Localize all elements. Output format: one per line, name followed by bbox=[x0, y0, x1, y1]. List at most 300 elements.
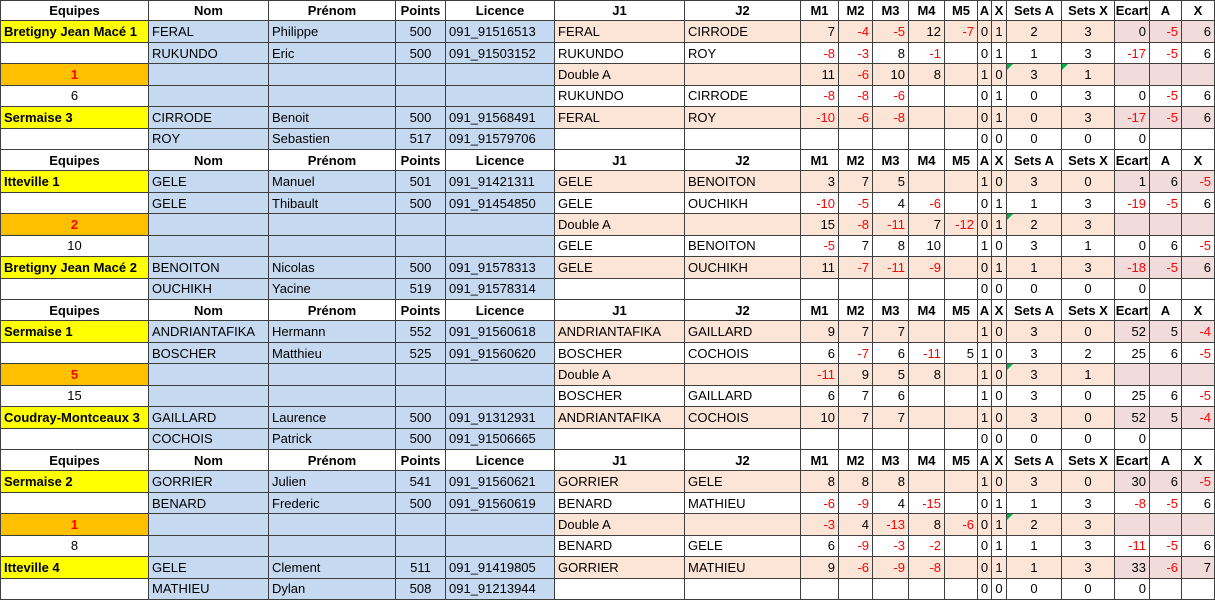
cell-equipes[interactable] bbox=[0, 493, 149, 514]
column-header-a2[interactable]: A bbox=[1150, 150, 1182, 171]
cell-j1[interactable]: Double A bbox=[555, 514, 685, 535]
cell-m2[interactable]: -9 bbox=[839, 493, 873, 514]
cell-m3[interactable]: 4 bbox=[873, 493, 909, 514]
cell-m4[interactable]: -8 bbox=[909, 557, 945, 578]
cell-m2[interactable] bbox=[839, 129, 873, 150]
cell-points[interactable]: 500 bbox=[396, 493, 446, 514]
cell-j2[interactable]: ROY bbox=[685, 107, 801, 128]
column-header-prenom[interactable]: Prénom bbox=[269, 150, 396, 171]
cell-m2[interactable]: 7 bbox=[839, 407, 873, 428]
cell-licence[interactable] bbox=[446, 86, 555, 107]
cell-x[interactable]: 0 bbox=[992, 407, 1007, 428]
cell-sets-a[interactable]: 2 bbox=[1007, 214, 1062, 235]
cell-nom[interactable]: GELE bbox=[149, 557, 269, 578]
cell-sets-x[interactable]: 3 bbox=[1062, 257, 1115, 278]
cell-nom[interactable] bbox=[149, 364, 269, 385]
cell-prenom[interactable]: Sebastien bbox=[269, 129, 396, 150]
cell-m3[interactable]: 4 bbox=[873, 193, 909, 214]
cell-sets-a[interactable]: 3 bbox=[1007, 343, 1062, 364]
cell-m2[interactable]: -7 bbox=[839, 343, 873, 364]
cell-sets-a[interactable]: 0 bbox=[1007, 279, 1062, 300]
cell-points[interactable]: 525 bbox=[396, 343, 446, 364]
cell-m4[interactable] bbox=[909, 579, 945, 600]
cell-licence[interactable]: 091_91560618 bbox=[446, 321, 555, 342]
cell-x[interactable]: 1 bbox=[992, 107, 1007, 128]
column-header-x2[interactable]: X bbox=[1182, 300, 1215, 321]
cell-nom[interactable]: ANDRIANTAFIKA bbox=[149, 321, 269, 342]
column-header-j2[interactable]: J2 bbox=[685, 150, 801, 171]
cell-sets-a[interactable]: 0 bbox=[1007, 129, 1062, 150]
team-a-name[interactable]: Sermaise 1 bbox=[0, 321, 149, 342]
cell-m4[interactable] bbox=[909, 321, 945, 342]
cell-prenom[interactable] bbox=[269, 64, 396, 85]
column-header-m1[interactable]: M1 bbox=[801, 300, 839, 321]
cell-j2[interactable]: CIRRODE bbox=[685, 21, 801, 42]
cell-j2[interactable]: GAILLARD bbox=[685, 321, 801, 342]
column-header-points[interactable]: Points bbox=[396, 450, 446, 471]
column-header-m3[interactable]: M3 bbox=[873, 450, 909, 471]
cell-points[interactable]: 552 bbox=[396, 321, 446, 342]
cell-m3[interactable]: 8 bbox=[873, 471, 909, 492]
cell-m5[interactable] bbox=[945, 64, 978, 85]
column-header-a2[interactable]: A bbox=[1150, 300, 1182, 321]
cell-a2[interactable]: -5 bbox=[1150, 536, 1182, 557]
cell-licence[interactable]: 091_91454850 bbox=[446, 193, 555, 214]
cell-a2[interactable]: 6 bbox=[1150, 471, 1182, 492]
cell-m5[interactable] bbox=[945, 429, 978, 450]
cell-licence[interactable]: 091_91568491 bbox=[446, 107, 555, 128]
cell-a2[interactable]: -5 bbox=[1150, 107, 1182, 128]
column-header-sets-a[interactable]: Sets A bbox=[1007, 150, 1062, 171]
cell-j2[interactable] bbox=[685, 279, 801, 300]
cell-a[interactable]: 0 bbox=[978, 86, 992, 107]
column-header-m4[interactable]: M4 bbox=[909, 300, 945, 321]
cell-prenom[interactable]: Laurence bbox=[269, 407, 396, 428]
cell-m5[interactable] bbox=[945, 279, 978, 300]
cell-ecart[interactable]: 0 bbox=[1115, 279, 1150, 300]
team-a-name[interactable]: Bretigny Jean Macé 1 bbox=[0, 21, 149, 42]
column-header-j1[interactable]: J1 bbox=[555, 0, 685, 21]
cell-nom[interactable]: ROY bbox=[149, 129, 269, 150]
cell-sets-a[interactable]: 0 bbox=[1007, 107, 1062, 128]
column-header-ecart[interactable]: Ecart bbox=[1115, 0, 1150, 21]
column-header-prenom[interactable]: Prénom bbox=[269, 0, 396, 21]
cell-m3[interactable] bbox=[873, 279, 909, 300]
cell-licence[interactable]: 091_91560621 bbox=[446, 471, 555, 492]
cell-m5[interactable] bbox=[945, 493, 978, 514]
cell-j2[interactable] bbox=[685, 129, 801, 150]
cell-m5[interactable]: -6 bbox=[945, 514, 978, 535]
cell-sets-a[interactable]: 3 bbox=[1007, 236, 1062, 257]
cell-m4[interactable] bbox=[909, 107, 945, 128]
cell-ecart[interactable]: 33 bbox=[1115, 557, 1150, 578]
cell-points[interactable]: 501 bbox=[396, 171, 446, 192]
column-header-licence[interactable]: Licence bbox=[446, 450, 555, 471]
cell-nom[interactable]: MATHIEU bbox=[149, 579, 269, 600]
cell-licence[interactable] bbox=[446, 386, 555, 407]
column-header-m1[interactable]: M1 bbox=[801, 0, 839, 21]
cell-sets-a[interactable]: 1 bbox=[1007, 43, 1062, 64]
cell-sets-a[interactable]: 0 bbox=[1007, 86, 1062, 107]
column-header-m2[interactable]: M2 bbox=[839, 0, 873, 21]
cell-a2[interactable]: -5 bbox=[1150, 193, 1182, 214]
cell-m5[interactable] bbox=[945, 364, 978, 385]
cell-x2[interactable] bbox=[1182, 579, 1215, 600]
cell-j2[interactable] bbox=[685, 514, 801, 535]
cell-x2[interactable]: -5 bbox=[1182, 343, 1215, 364]
cell-x[interactable]: 0 bbox=[992, 471, 1007, 492]
cell-m3[interactable]: -8 bbox=[873, 107, 909, 128]
cell-x[interactable]: 1 bbox=[992, 86, 1007, 107]
cell-j1[interactable] bbox=[555, 129, 685, 150]
cell-equipes[interactable] bbox=[0, 43, 149, 64]
cell-m1[interactable]: 9 bbox=[801, 557, 839, 578]
cell-m2[interactable]: 4 bbox=[839, 514, 873, 535]
cell-a2[interactable]: -5 bbox=[1150, 21, 1182, 42]
column-header-m5[interactable]: M5 bbox=[945, 300, 978, 321]
cell-j1[interactable]: GORRIER bbox=[555, 471, 685, 492]
cell-j2[interactable]: GELE bbox=[685, 471, 801, 492]
cell-m1[interactable]: 10 bbox=[801, 407, 839, 428]
cell-x2[interactable]: -5 bbox=[1182, 386, 1215, 407]
cell-m1[interactable]: -11 bbox=[801, 364, 839, 385]
cell-j2[interactable]: MATHIEU bbox=[685, 557, 801, 578]
cell-nom[interactable]: FERAL bbox=[149, 21, 269, 42]
cell-x2[interactable]: 6 bbox=[1182, 86, 1215, 107]
cell-nom[interactable]: GAILLARD bbox=[149, 407, 269, 428]
cell-x2[interactable] bbox=[1182, 279, 1215, 300]
column-header-nom[interactable]: Nom bbox=[149, 0, 269, 21]
cell-a[interactable]: 1 bbox=[978, 64, 992, 85]
cell-sets-x[interactable]: 3 bbox=[1062, 43, 1115, 64]
cell-licence[interactable] bbox=[446, 236, 555, 257]
cell-m1[interactable]: -6 bbox=[801, 493, 839, 514]
cell-j1[interactable]: GELE bbox=[555, 236, 685, 257]
column-header-points[interactable]: Points bbox=[396, 300, 446, 321]
match-number-badge[interactable]: 1 bbox=[0, 514, 149, 535]
cell-nom[interactable] bbox=[149, 64, 269, 85]
cell-m1[interactable] bbox=[801, 129, 839, 150]
column-header-m1[interactable]: M1 bbox=[801, 150, 839, 171]
column-header-sets-a[interactable]: Sets A bbox=[1007, 450, 1062, 471]
cell-x[interactable]: 0 bbox=[992, 236, 1007, 257]
cell-j1[interactable]: GORRIER bbox=[555, 557, 685, 578]
cell-ecart[interactable] bbox=[1115, 514, 1150, 535]
cell-j1[interactable]: BOSCHER bbox=[555, 386, 685, 407]
cell-m1[interactable]: 7 bbox=[801, 21, 839, 42]
cell-prenom[interactable]: Patrick bbox=[269, 429, 396, 450]
cell-a2[interactable]: 6 bbox=[1150, 236, 1182, 257]
column-header-m4[interactable]: M4 bbox=[909, 450, 945, 471]
cell-m2[interactable]: 7 bbox=[839, 171, 873, 192]
cell-a[interactable]: 1 bbox=[978, 364, 992, 385]
column-header-licence[interactable]: Licence bbox=[446, 150, 555, 171]
cell-m5[interactable] bbox=[945, 171, 978, 192]
cell-points[interactable] bbox=[396, 386, 446, 407]
cell-x[interactable]: 0 bbox=[992, 321, 1007, 342]
match-sub-value[interactable]: 8 bbox=[0, 536, 149, 557]
cell-sets-a[interactable]: 1 bbox=[1007, 493, 1062, 514]
cell-sets-x[interactable]: 0 bbox=[1062, 471, 1115, 492]
cell-a[interactable]: 0 bbox=[978, 579, 992, 600]
cell-sets-x[interactable]: 3 bbox=[1062, 536, 1115, 557]
cell-j2[interactable]: OUCHIKH bbox=[685, 193, 801, 214]
cell-m3[interactable] bbox=[873, 579, 909, 600]
cell-prenom[interactable]: Philippe bbox=[269, 21, 396, 42]
column-header-x2[interactable]: X bbox=[1182, 150, 1215, 171]
column-header-m3[interactable]: M3 bbox=[873, 150, 909, 171]
cell-a2[interactable]: 5 bbox=[1150, 321, 1182, 342]
cell-m1[interactable]: -10 bbox=[801, 193, 839, 214]
cell-m4[interactable] bbox=[909, 129, 945, 150]
cell-prenom[interactable] bbox=[269, 236, 396, 257]
cell-a2[interactable]: 5 bbox=[1150, 407, 1182, 428]
cell-j2[interactable]: COCHOIS bbox=[685, 407, 801, 428]
team-b-name[interactable]: Bretigny Jean Macé 2 bbox=[0, 257, 149, 278]
column-header-j1[interactable]: J1 bbox=[555, 300, 685, 321]
column-header-m2[interactable]: M2 bbox=[839, 300, 873, 321]
cell-j1[interactable] bbox=[555, 579, 685, 600]
cell-sets-x[interactable]: 0 bbox=[1062, 279, 1115, 300]
column-header-ecart[interactable]: Ecart bbox=[1115, 300, 1150, 321]
cell-j1[interactable]: GELE bbox=[555, 193, 685, 214]
cell-m3[interactable]: 8 bbox=[873, 236, 909, 257]
cell-sets-x[interactable]: 0 bbox=[1062, 407, 1115, 428]
column-header-m3[interactable]: M3 bbox=[873, 0, 909, 21]
cell-m4[interactable]: -11 bbox=[909, 343, 945, 364]
cell-x[interactable]: 0 bbox=[992, 279, 1007, 300]
cell-x2[interactable]: 6 bbox=[1182, 107, 1215, 128]
cell-j2[interactable]: CIRRODE bbox=[685, 86, 801, 107]
cell-m5[interactable] bbox=[945, 557, 978, 578]
cell-sets-x[interactable]: 3 bbox=[1062, 514, 1115, 535]
cell-nom[interactable] bbox=[149, 214, 269, 235]
cell-x[interactable]: 1 bbox=[992, 43, 1007, 64]
cell-m3[interactable] bbox=[873, 129, 909, 150]
column-header-sets-a[interactable]: Sets A bbox=[1007, 0, 1062, 21]
cell-licence[interactable]: 091_91579706 bbox=[446, 129, 555, 150]
cell-a[interactable]: 1 bbox=[978, 321, 992, 342]
cell-licence[interactable] bbox=[446, 514, 555, 535]
cell-ecart[interactable]: -8 bbox=[1115, 493, 1150, 514]
cell-sets-a[interactable]: 0 bbox=[1007, 579, 1062, 600]
cell-m1[interactable]: 6 bbox=[801, 536, 839, 557]
cell-ecart[interactable]: 0 bbox=[1115, 129, 1150, 150]
cell-m5[interactable] bbox=[945, 471, 978, 492]
cell-x2[interactable] bbox=[1182, 429, 1215, 450]
cell-a[interactable]: 0 bbox=[978, 43, 992, 64]
match-sub-value[interactable]: 6 bbox=[0, 86, 149, 107]
cell-nom[interactable]: GELE bbox=[149, 193, 269, 214]
cell-sets-a[interactable]: 3 bbox=[1007, 321, 1062, 342]
cell-j1[interactable]: FERAL bbox=[555, 107, 685, 128]
column-header-x2[interactable]: X bbox=[1182, 450, 1215, 471]
cell-m5[interactable] bbox=[945, 257, 978, 278]
cell-m5[interactable]: 5 bbox=[945, 343, 978, 364]
cell-sets-a[interactable]: 2 bbox=[1007, 514, 1062, 535]
cell-sets-a[interactable]: 3 bbox=[1007, 64, 1062, 85]
cell-prenom[interactable] bbox=[269, 514, 396, 535]
cell-ecart[interactable]: 30 bbox=[1115, 471, 1150, 492]
column-header-nom[interactable]: Nom bbox=[149, 150, 269, 171]
cell-j2[interactable]: GAILLARD bbox=[685, 386, 801, 407]
cell-x[interactable]: 0 bbox=[992, 64, 1007, 85]
cell-x[interactable]: 1 bbox=[992, 193, 1007, 214]
cell-a[interactable]: 0 bbox=[978, 107, 992, 128]
cell-sets-x[interactable]: 0 bbox=[1062, 429, 1115, 450]
cell-sets-a[interactable]: 3 bbox=[1007, 386, 1062, 407]
cell-m1[interactable] bbox=[801, 429, 839, 450]
cell-sets-a[interactable]: 1 bbox=[1007, 557, 1062, 578]
cell-a2[interactable]: -5 bbox=[1150, 493, 1182, 514]
cell-m2[interactable]: -3 bbox=[839, 43, 873, 64]
cell-ecart[interactable] bbox=[1115, 64, 1150, 85]
cell-sets-x[interactable]: 3 bbox=[1062, 557, 1115, 578]
cell-m1[interactable]: 6 bbox=[801, 343, 839, 364]
cell-x2[interactable] bbox=[1182, 364, 1215, 385]
cell-sets-x[interactable]: 3 bbox=[1062, 493, 1115, 514]
cell-sets-x[interactable]: 3 bbox=[1062, 214, 1115, 235]
cell-m5[interactable] bbox=[945, 407, 978, 428]
cell-m4[interactable] bbox=[909, 386, 945, 407]
cell-points[interactable] bbox=[396, 214, 446, 235]
cell-m1[interactable]: 8 bbox=[801, 471, 839, 492]
cell-a[interactable]: 1 bbox=[978, 407, 992, 428]
cell-m5[interactable]: -12 bbox=[945, 214, 978, 235]
cell-m5[interactable] bbox=[945, 86, 978, 107]
cell-m1[interactable]: 3 bbox=[801, 171, 839, 192]
cell-a[interactable]: 1 bbox=[978, 236, 992, 257]
column-header-sets-x[interactable]: Sets X bbox=[1062, 450, 1115, 471]
cell-sets-a[interactable]: 2 bbox=[1007, 21, 1062, 42]
cell-m4[interactable] bbox=[909, 471, 945, 492]
cell-m5[interactable]: -7 bbox=[945, 21, 978, 42]
cell-m5[interactable] bbox=[945, 236, 978, 257]
cell-m2[interactable]: -5 bbox=[839, 193, 873, 214]
cell-x[interactable]: 0 bbox=[992, 129, 1007, 150]
cell-m5[interactable] bbox=[945, 193, 978, 214]
column-header-x[interactable]: X bbox=[992, 300, 1007, 321]
cell-m1[interactable]: -3 bbox=[801, 514, 839, 535]
cell-a2[interactable] bbox=[1150, 64, 1182, 85]
cell-nom[interactable]: GELE bbox=[149, 171, 269, 192]
cell-ecart[interactable]: 0 bbox=[1115, 86, 1150, 107]
cell-a[interactable]: 0 bbox=[978, 493, 992, 514]
cell-nom[interactable] bbox=[149, 386, 269, 407]
match-number-badge[interactable]: 1 bbox=[0, 64, 149, 85]
cell-points[interactable]: 517 bbox=[396, 129, 446, 150]
cell-x2[interactable]: -5 bbox=[1182, 171, 1215, 192]
column-header-j2[interactable]: J2 bbox=[685, 300, 801, 321]
column-header-sets-x[interactable]: Sets X bbox=[1062, 300, 1115, 321]
match-number-badge[interactable]: 5 bbox=[0, 364, 149, 385]
cell-x[interactable]: 1 bbox=[992, 21, 1007, 42]
cell-sets-x[interactable]: 3 bbox=[1062, 107, 1115, 128]
cell-points[interactable]: 500 bbox=[396, 407, 446, 428]
cell-a[interactable]: 1 bbox=[978, 471, 992, 492]
cell-a2[interactable] bbox=[1150, 279, 1182, 300]
cell-a2[interactable] bbox=[1150, 429, 1182, 450]
cell-licence[interactable]: 091_91421311 bbox=[446, 171, 555, 192]
cell-x2[interactable] bbox=[1182, 514, 1215, 535]
cell-a2[interactable]: -6 bbox=[1150, 557, 1182, 578]
cell-ecart[interactable]: 0 bbox=[1115, 236, 1150, 257]
column-header-a[interactable]: A bbox=[978, 0, 992, 21]
cell-sets-x[interactable]: 3 bbox=[1062, 21, 1115, 42]
cell-m3[interactable] bbox=[873, 429, 909, 450]
cell-j1[interactable]: ANDRIANTAFIKA bbox=[555, 321, 685, 342]
cell-m4[interactable]: 8 bbox=[909, 364, 945, 385]
cell-j2[interactable] bbox=[685, 214, 801, 235]
cell-a[interactable]: 0 bbox=[978, 21, 992, 42]
cell-j2[interactable]: GELE bbox=[685, 536, 801, 557]
column-header-licence[interactable]: Licence bbox=[446, 0, 555, 21]
cell-m2[interactable]: -8 bbox=[839, 214, 873, 235]
cell-m4[interactable]: 7 bbox=[909, 214, 945, 235]
cell-m4[interactable]: 10 bbox=[909, 236, 945, 257]
cell-licence[interactable]: 091_91578313 bbox=[446, 257, 555, 278]
cell-a2[interactable]: -5 bbox=[1150, 257, 1182, 278]
cell-points[interactable] bbox=[396, 236, 446, 257]
cell-j2[interactable]: ROY bbox=[685, 43, 801, 64]
cell-x2[interactable] bbox=[1182, 64, 1215, 85]
cell-x2[interactable]: 6 bbox=[1182, 493, 1215, 514]
cell-x[interactable]: 1 bbox=[992, 557, 1007, 578]
cell-licence[interactable]: 091_91560619 bbox=[446, 493, 555, 514]
cell-m1[interactable]: -5 bbox=[801, 236, 839, 257]
cell-a[interactable]: 0 bbox=[978, 429, 992, 450]
cell-m3[interactable]: 7 bbox=[873, 407, 909, 428]
cell-nom[interactable] bbox=[149, 236, 269, 257]
cell-ecart[interactable]: -11 bbox=[1115, 536, 1150, 557]
cell-points[interactable]: 508 bbox=[396, 579, 446, 600]
cell-nom[interactable] bbox=[149, 514, 269, 535]
match-sub-value[interactable]: 15 bbox=[0, 386, 149, 407]
cell-j1[interactable]: BOSCHER bbox=[555, 343, 685, 364]
cell-m1[interactable] bbox=[801, 579, 839, 600]
cell-a[interactable]: 1 bbox=[978, 171, 992, 192]
cell-sets-a[interactable]: 1 bbox=[1007, 257, 1062, 278]
cell-m3[interactable]: -3 bbox=[873, 536, 909, 557]
cell-equipes[interactable] bbox=[0, 343, 149, 364]
cell-equipes[interactable] bbox=[0, 129, 149, 150]
cell-m3[interactable]: -5 bbox=[873, 21, 909, 42]
team-b-name[interactable]: Sermaise 3 bbox=[0, 107, 149, 128]
cell-points[interactable]: 500 bbox=[396, 43, 446, 64]
cell-points[interactable]: 500 bbox=[396, 193, 446, 214]
cell-licence[interactable]: 091_91419805 bbox=[446, 557, 555, 578]
cell-sets-a[interactable]: 3 bbox=[1007, 471, 1062, 492]
cell-points[interactable]: 541 bbox=[396, 471, 446, 492]
cell-prenom[interactable]: Thibault bbox=[269, 193, 396, 214]
cell-prenom[interactable]: Matthieu bbox=[269, 343, 396, 364]
column-header-a2[interactable]: A bbox=[1150, 0, 1182, 21]
cell-nom[interactable]: RUKUNDO bbox=[149, 43, 269, 64]
cell-x[interactable]: 0 bbox=[992, 579, 1007, 600]
cell-a2[interactable]: 6 bbox=[1150, 386, 1182, 407]
column-header-m5[interactable]: M5 bbox=[945, 450, 978, 471]
cell-j1[interactable]: GELE bbox=[555, 171, 685, 192]
cell-ecart[interactable]: -17 bbox=[1115, 43, 1150, 64]
column-header-nom[interactable]: Nom bbox=[149, 300, 269, 321]
cell-m5[interactable] bbox=[945, 579, 978, 600]
cell-m4[interactable]: -15 bbox=[909, 493, 945, 514]
column-header-a2[interactable]: A bbox=[1150, 450, 1182, 471]
cell-a[interactable]: 0 bbox=[978, 557, 992, 578]
cell-licence[interactable]: 091_91506665 bbox=[446, 429, 555, 450]
cell-prenom[interactable] bbox=[269, 386, 396, 407]
cell-a[interactable]: 0 bbox=[978, 279, 992, 300]
